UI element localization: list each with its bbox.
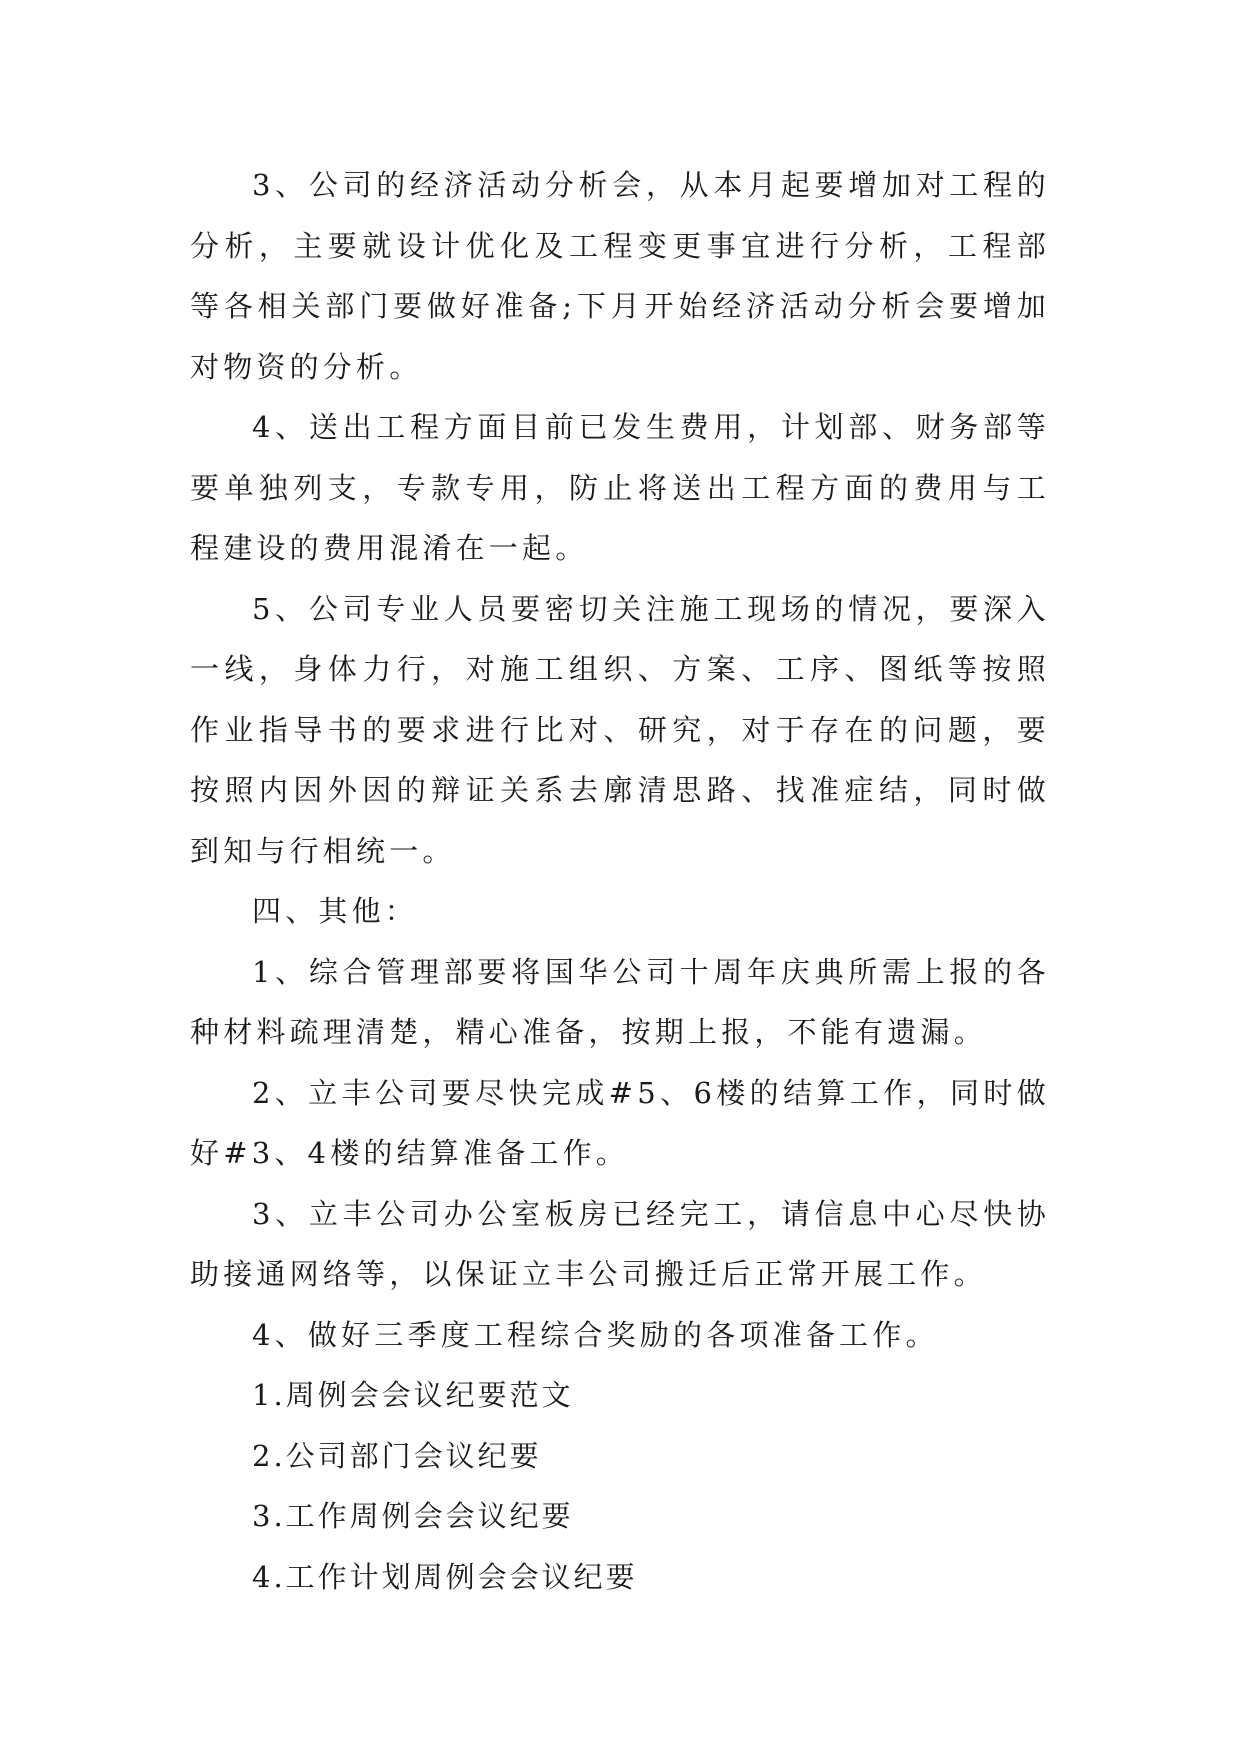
- document-body: [190, 155, 1050, 1607]
- related-list-item-1: 1.周例会会议纪要范文: [252, 1378, 574, 1412]
- related-list-item-4: 4.工作计划周例会会议纪要: [252, 1559, 638, 1594]
- paragraph-item-4-costs: 4、送出工程方面目前已发生费用，计划部、财务部等要单独列支，专款专用，防止将送出工程方面的费用与工程建设的费用混淆在一起。: [190, 410, 1050, 565]
- paragraph-item-5-site-supervision: 5、公司专业人员要密切关注施工现场的情况，要深入一线，身体力行，对施工组织、方案、工序、图纸等按照作业指导书的要求进行比对、研究，对于存在的问题，要按照内因外因的辩证关系去廓清思路、找准症结，同时做到知与行相统一。: [190, 591, 1050, 868]
- related-list-item-3: 3.工作周例会会议纪要: [252, 1499, 574, 1533]
- section-heading-other: 四、其他：: [252, 894, 419, 928]
- paragraph-other-2: 2、立丰公司要尽快完成#5、6楼的结算工作，同时做好#3、4楼的结算准备工作。: [190, 1075, 1050, 1170]
- paragraph-other-3: 3、立丰公司办公室板房已经完工，请信息中心尽快协助接通网络等，以保证立丰公司搬迁后正常开展工作。: [190, 1196, 1050, 1291]
- paragraph-item-3-economic-analysis: 3、公司的经济活动分析会，从本月起要增加对工程的分析，主要就设计优化及工程变更事宜进行分析，工程部等各相关部门要做好准备;下月开始经济活动分析会要增加对物资的分析。: [190, 168, 1050, 384]
- related-list-item-2: 2.公司部门会议纪要: [252, 1438, 542, 1473]
- paragraph-other-1: 1、综合管理部要将国华公司十周年庆典所需上报的各种材料疏理清楚，精心准备，按期上报，不能有遗漏。: [190, 954, 1050, 1049]
- paragraph-other-4: 4、做好三季度工程综合奖励的各项准备工作。: [252, 1317, 939, 1352]
